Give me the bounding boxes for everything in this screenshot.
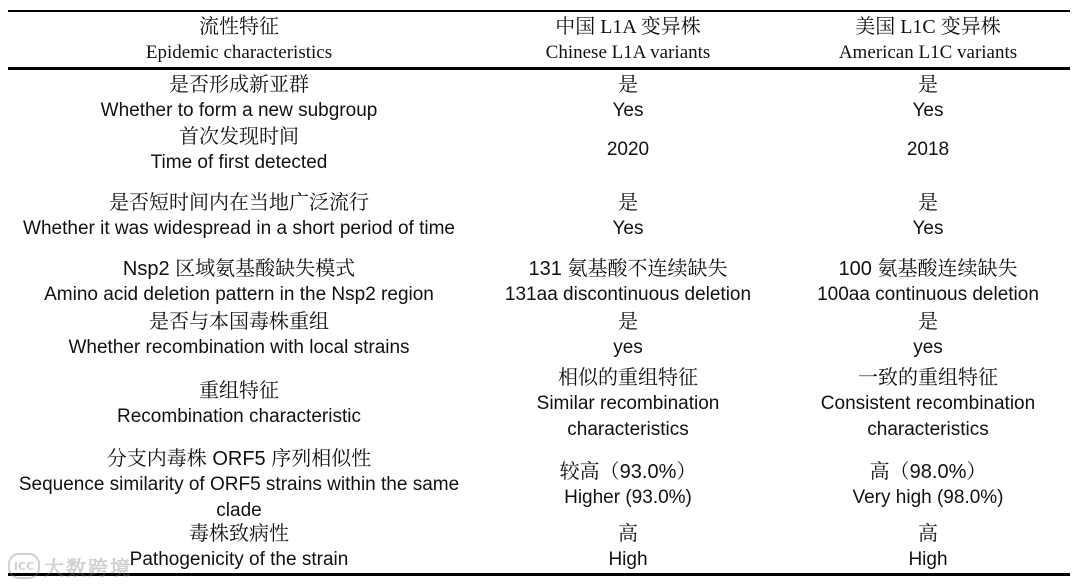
table-row: 是否形成新亚群 Whether to form a new subgroup 是 Yes 是 Yes [100, 74, 944, 121]
table-row: 是否与本国毒株重组 Whether recombination with local strains 是 yes 是 yes [68, 311, 943, 358]
table-row: 毒株致病性 Pathogenicity of the strain 高 High 高 High [129, 523, 948, 570]
table-header-row [8, 12, 1070, 67]
header-col-characteristics: 流性特征 Epidemic characteristics [145, 15, 333, 63]
watermark-logo-icon: ICC [8, 553, 40, 579]
table-bottom-rule [8, 573, 1070, 576]
table-row: 首次发现时间 Time of first detected 2020 2018 [150, 126, 950, 173]
watermark-text: 大数跨境 [44, 555, 132, 580]
header-col-american-variant: 美国 L1C 变异株 American L1C variants [838, 15, 1018, 63]
table-row: 是否短时间内在当地广泛流行 Whether it was widespread in a short period of time 是 Yes 是 Yes [23, 192, 944, 239]
table-row: Nsp2 区域氨基酸缺失模式 Amino acid deletion pattern in the Nsp2 region 131 氨基酸不连续缺失 131aa discontinuous deletion 100 氨基酸连续缺失 100aa continuous deletion [44, 258, 1039, 305]
table-row: 分支内毒株 ORF5 序列相似性 Sequence similarity of ORF5 strains within the same clade 较高（93.0%） Higher (93.0%) 高（98.0%） Very high (98.0%) [18, 448, 1004, 521]
header-col-chinese-variant: 中国 L1A 变异株 Chinese L1A variants [545, 15, 711, 63]
table-row: 重组特征 Recombination characteristic 相似的重组特征 Similar recombination characteristics 一致的重组特征 Consistent recombination characteristics [117, 367, 1036, 440]
